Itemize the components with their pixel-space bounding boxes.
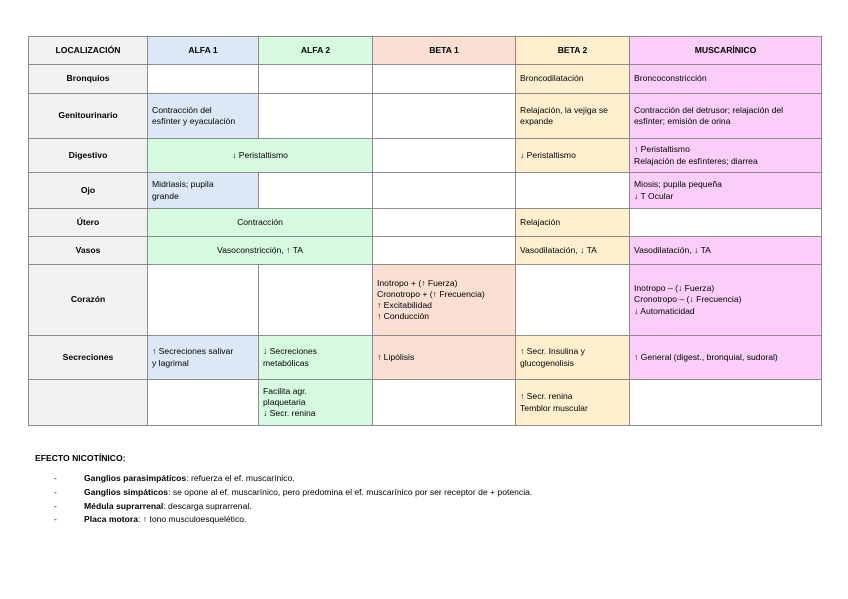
- note-term: Ganglios simpáticos: [84, 486, 169, 497]
- cell-secreciones-alfa2: [259, 336, 373, 380]
- cell-corazon-beta2: [516, 265, 630, 336]
- cell-line: glucogenolisis: [520, 357, 574, 368]
- cell-line: ↑ Secr. renina: [520, 391, 573, 402]
- header-alfa1: ALFA 1: [148, 37, 259, 65]
- cell-line: ↑ Secreciones salivar: [152, 346, 234, 357]
- cell-otros-beta2: [516, 380, 630, 426]
- cell-line: Temblor muscular: [520, 402, 588, 413]
- cell-ojo-beta1: [373, 173, 516, 209]
- cell-line: ↓ Secreciones: [263, 346, 317, 357]
- cell-genitourinario-beta2: [516, 94, 630, 139]
- cell-genitourinario-beta1: [373, 94, 516, 139]
- cell-line: Midriasis; pupila: [152, 179, 214, 190]
- notes-list: [35, 473, 532, 525]
- list-item: [35, 514, 532, 525]
- cell-digestivo-beta1: [373, 139, 516, 173]
- cell-otros-musc: [630, 380, 822, 426]
- cell-line: Cronotropo – (↓ Frecuencia): [634, 294, 742, 305]
- receptor-effects-table: [28, 36, 822, 426]
- note-text: : descarga suprarrenal.: [163, 500, 252, 511]
- cell-ojo-alfa2: [259, 173, 373, 209]
- cell-secreciones-beta2: [516, 336, 630, 380]
- cell-vasos-musc: Vasodilatación, ↓ TA: [630, 237, 822, 265]
- dash-bullet: -: [54, 473, 57, 484]
- cell-genitourinario-musc: [630, 94, 822, 139]
- cell-line: expande: [520, 116, 553, 126]
- row-label-vasos: Vasos: [29, 237, 148, 265]
- cell-line: grande: [152, 190, 179, 201]
- cell-line: ↑ Secr. Insulina y: [520, 346, 585, 357]
- cell-vasos-alfa: Vasoconstricción, ↑ TA: [148, 237, 373, 265]
- cell-digestivo-alfa: ↓ Peristaltismo: [148, 139, 373, 173]
- row-utero: [29, 209, 822, 237]
- note-term: Médula suprarrenal: [84, 500, 164, 511]
- cell-line: Cronotropo + (↑ Frecuencia): [377, 288, 485, 299]
- note-term: Ganglios parasimpáticos: [84, 473, 187, 484]
- cell-line: metabólicas: [263, 357, 309, 368]
- cell-line: Inotropo – (↓ Fuerza): [634, 283, 715, 294]
- row-label-corazon: Corazón: [29, 265, 148, 336]
- list-item: [35, 473, 532, 484]
- note-text: : refuerza el ef. muscarínico.: [186, 473, 295, 484]
- cell-otros-beta1: [373, 380, 516, 426]
- cell-line: ↓ Secr. renina: [263, 408, 316, 419]
- row-ojo: [29, 173, 822, 209]
- cell-line: Contracción del detrusor; relajación del: [634, 104, 784, 115]
- cell-digestivo-musc: [630, 139, 822, 173]
- cell-utero-beta1: [373, 209, 516, 237]
- cell-line: Miosis; pupila pequeña: [634, 179, 722, 190]
- list-item: [35, 501, 532, 512]
- row-label-utero: Útero: [29, 209, 148, 237]
- header-muscarinico: MUSCARÍNICO: [630, 37, 822, 65]
- row-otros: [29, 380, 822, 426]
- notes-title: EFECTO NICOTÍNICO:: [35, 453, 126, 463]
- cell-line: esfínter y eyaculación: [152, 116, 236, 126]
- note-text: : se opone al ef. muscarínico, pero predomina el ef. muscarínico por ser receptor de + potencia.: [168, 486, 533, 497]
- cell-bronquios-beta1: [373, 65, 516, 94]
- row-label-ojo: Ojo: [29, 173, 148, 209]
- dash-bullet: -: [54, 500, 57, 511]
- dash-bullet: -: [54, 514, 57, 525]
- cell-line: Inotropo + (↑ Fuerza): [377, 277, 458, 288]
- cell-bronquios-alfa2: [259, 65, 373, 94]
- row-bronquios: [29, 65, 822, 94]
- cell-line: Contracción del: [152, 104, 212, 115]
- cell-corazon-alfa1: [148, 265, 259, 336]
- cell-genitourinario-alfa1: [148, 94, 259, 139]
- cell-line: ↑ Conducción: [377, 311, 430, 322]
- row-genitourinario: [29, 94, 822, 139]
- header-beta1: BETA 1: [373, 37, 516, 65]
- cell-line: Relajación, la vejiga se: [520, 104, 608, 115]
- cell-line: ↑ Excitabilidad: [377, 300, 432, 310]
- cell-line: esfínter; emisión de orina: [634, 116, 731, 126]
- header-localizacion: LOCALIZACIÓN: [29, 37, 148, 65]
- header-beta2: BETA 2: [516, 37, 630, 65]
- row-digestivo: [29, 139, 822, 173]
- header-row: [29, 37, 822, 65]
- cell-ojo-musc: [630, 173, 822, 209]
- dash-bullet: -: [54, 486, 57, 497]
- cell-utero-beta2: Relajación: [516, 209, 630, 237]
- cell-genitourinario-alfa2: [259, 94, 373, 139]
- note-term: Placa motora: [84, 514, 138, 525]
- cell-ojo-alfa1: [148, 173, 259, 209]
- cell-corazon-musc: [630, 265, 822, 336]
- cell-line: ↓ Automaticidad: [634, 305, 695, 316]
- cell-vasos-beta2: Vasodilatación, ↓ TA: [516, 237, 630, 265]
- row-corazon: [29, 265, 822, 336]
- cell-bronquios-beta2: Broncodilatación: [516, 65, 630, 94]
- cell-secreciones-musc: ↑ General (digest., bronquial, sudoral): [630, 336, 822, 380]
- row-label-genitourinario: Genitourinario: [29, 94, 148, 139]
- cell-line: plaquetaria: [263, 396, 306, 407]
- cell-secreciones-beta1: ↑ Lipólisis: [373, 336, 516, 380]
- cell-utero-musc: [630, 209, 822, 237]
- list-item: [35, 487, 532, 498]
- cell-utero-alfa: Contracción: [148, 209, 373, 237]
- cell-corazon-alfa2: [259, 265, 373, 336]
- cell-line: y lagrimal: [152, 357, 189, 368]
- row-label-bronquios: Bronquios: [29, 65, 148, 94]
- note-text: : ↑ tono musculoesquelético.: [137, 514, 247, 525]
- cell-digestivo-beta2: ↓ Peristaltismo: [516, 139, 630, 173]
- row-label-secreciones: Secreciones: [29, 336, 148, 380]
- cell-secreciones-alfa1: [148, 336, 259, 380]
- row-vasos: [29, 237, 822, 265]
- cell-ojo-beta2: [516, 173, 630, 209]
- row-label-otros: [29, 380, 148, 426]
- cell-line: Relajación de esfínteres; diarrea: [634, 155, 758, 166]
- row-label-digestivo: Digestivo: [29, 139, 148, 173]
- header-alfa2: ALFA 2: [259, 37, 373, 65]
- cell-bronquios-musc: Broncoconstricción: [630, 65, 822, 94]
- row-secreciones: [29, 336, 822, 380]
- nicotinic-effects-notes: [35, 453, 532, 528]
- cell-line: Facilita agr.: [263, 385, 307, 396]
- cell-line: ↓ T Ocular: [634, 190, 674, 201]
- cell-otros-alfa2: [259, 380, 373, 426]
- cell-corazon-beta1: [373, 265, 516, 336]
- cell-vasos-beta1: [373, 237, 516, 265]
- cell-otros-alfa1: [148, 380, 259, 426]
- cell-line: ↑ Peristaltismo: [634, 144, 690, 155]
- cell-bronquios-alfa1: [148, 65, 259, 94]
